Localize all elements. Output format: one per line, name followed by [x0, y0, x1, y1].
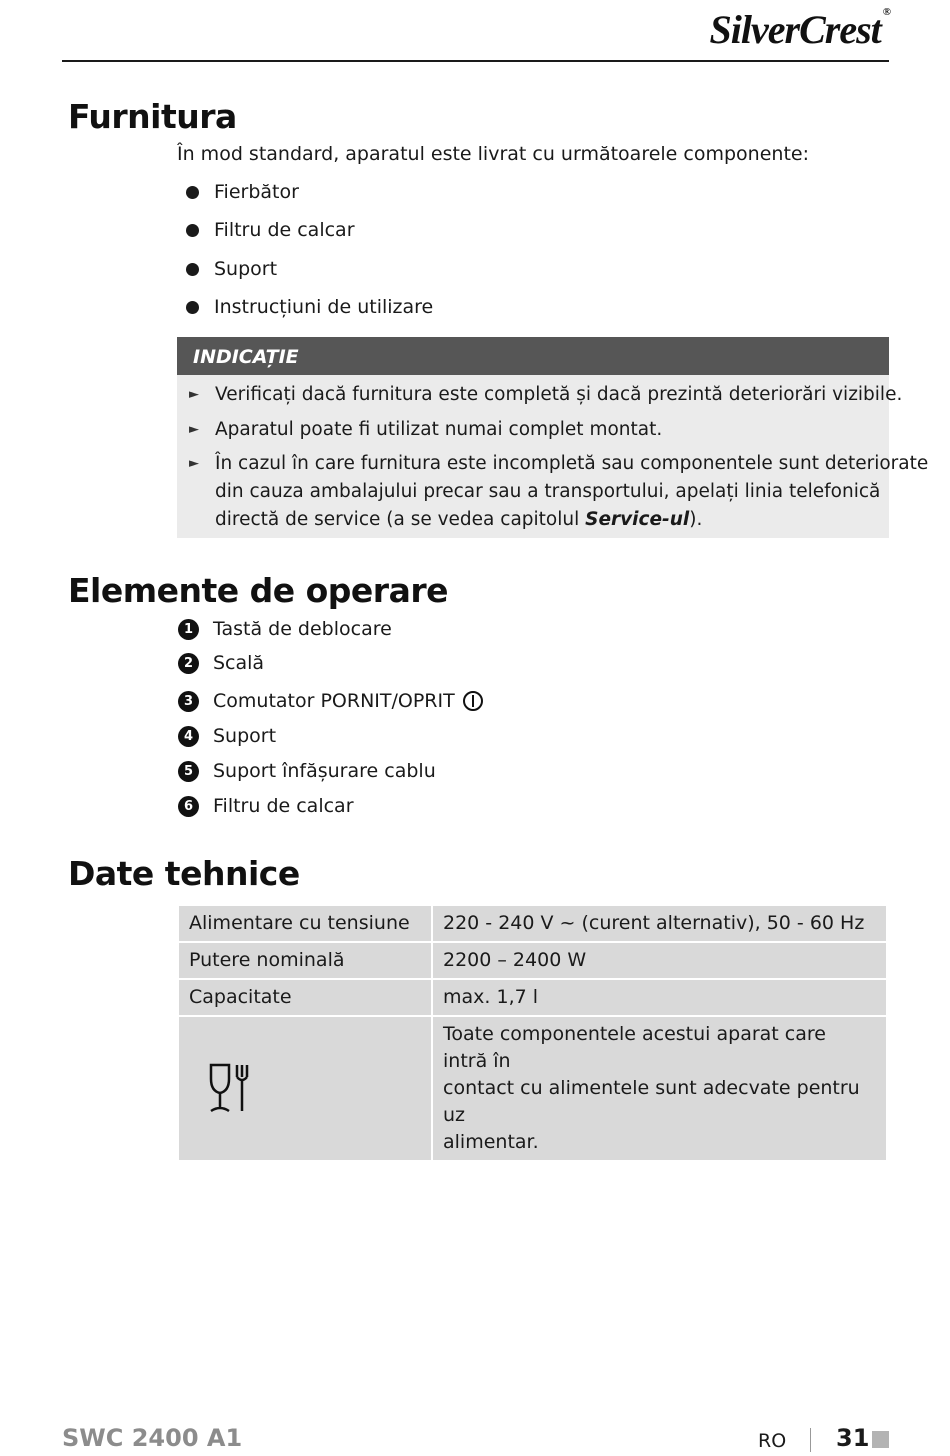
- food-safe-text: contact cu alimentele sunt adecvate pentru uz: [443, 1077, 860, 1126]
- bullet-icon: [186, 224, 199, 237]
- list-item-label: Fierbător: [214, 181, 299, 203]
- spec-label: Capacitate: [179, 980, 431, 1015]
- food-safe-icon: [201, 1061, 261, 1117]
- footer-language: RO: [758, 1430, 787, 1452]
- food-safe-text: alimentar.: [443, 1131, 539, 1153]
- food-safe-text: Toate componentele acestui aparat care intră în: [443, 1023, 826, 1072]
- bullet-icon: [186, 301, 199, 314]
- note-item: [189, 381, 902, 409]
- list-item-label: Filtru de calcar: [214, 219, 355, 241]
- operating-element-label: Scală: [213, 652, 265, 674]
- page-number: 31: [836, 1424, 870, 1452]
- bullet-icon: [186, 263, 199, 276]
- arrow-right-icon: ►: [189, 422, 199, 437]
- note-item: [189, 416, 662, 444]
- operating-element: [178, 690, 483, 712]
- spec-value: max. 1,7 l: [433, 980, 886, 1015]
- section-title-tehnice: Date tehnice: [68, 854, 300, 893]
- list-item-label: Suport: [214, 258, 278, 280]
- operating-element: [178, 652, 264, 674]
- spec-label: Alimentare cu tensiune: [179, 906, 431, 941]
- operating-element: [178, 795, 354, 817]
- note-line: În cazul în care furnitura este incompletă sau componentele sunt deteriorate: [215, 453, 929, 474]
- operating-element-label: Suport: [213, 725, 277, 747]
- power-icon: [463, 691, 483, 711]
- food-safe-cell: [179, 1017, 431, 1160]
- header-rule: [62, 60, 889, 62]
- number-badge: 5: [178, 761, 199, 782]
- list-item: [186, 296, 433, 318]
- arrow-right-icon: ►: [189, 387, 199, 402]
- table-row: [179, 906, 886, 941]
- page-marker-icon: [872, 1431, 889, 1448]
- arrow-right-icon: ►: [189, 456, 199, 471]
- spec-value: 220 - 240 V ~ (curent alternativ), 50 - 60 Hz: [433, 906, 886, 941]
- note-line-text: ).: [689, 509, 703, 530]
- operating-element: [178, 760, 436, 782]
- operating-element-label: Suport înfășurare cablu: [213, 760, 436, 782]
- footer-divider: [810, 1428, 811, 1452]
- spec-table: [177, 904, 888, 1162]
- operating-element-label: Filtru de calcar: [213, 795, 354, 817]
- number-badge: 6: [178, 796, 199, 817]
- note-heading: INDICAȚIE: [177, 337, 889, 375]
- operating-element: [178, 725, 276, 747]
- brand-logo: SilverCrest ®: [709, 6, 890, 52]
- list-item: [186, 258, 277, 280]
- list-item: [186, 181, 299, 203]
- service-reference: Service-ul: [585, 509, 690, 530]
- spec-value: 2200 – 2400 W: [433, 943, 886, 978]
- section-title-furnitura: Furnitura: [68, 97, 237, 136]
- note-line: din cauza ambalajului precar sau a transportului, apelați linia telefonică: [215, 481, 881, 502]
- note-line: [215, 506, 928, 534]
- spec-value: [433, 1017, 886, 1160]
- number-badge: 2: [178, 653, 199, 674]
- note-item-text: [215, 450, 928, 534]
- table-row: [179, 980, 886, 1015]
- footer-model: SWC 2400 A1: [62, 1424, 243, 1452]
- bullet-icon: [186, 186, 199, 199]
- number-badge: 1: [178, 619, 199, 640]
- table-row: [179, 943, 886, 978]
- list-item: [186, 219, 355, 241]
- number-badge: 4: [178, 726, 199, 747]
- registered-mark: ®: [882, 6, 890, 18]
- section-title-operare: Elemente de operare: [68, 571, 449, 610]
- list-item-label: Instrucțiuni de utilizare: [214, 296, 434, 318]
- note-item-text: Aparatul poate fi utilizat numai complet montat.: [215, 419, 663, 440]
- operating-element-label: Comutator PORNIT/OPRIT: [213, 690, 455, 712]
- table-row: [179, 1017, 886, 1160]
- note-item: [189, 450, 928, 534]
- number-badge: 3: [178, 691, 199, 712]
- note-line-text: directă de service (a se vedea capitolul: [215, 509, 586, 530]
- note-box: [177, 337, 929, 538]
- note-item-text: Verificați dacă furnitura este completă și dacă prezintă deteriorări vizibile.: [215, 384, 903, 405]
- furnitura-intro: În mod standard, aparatul este livrat cu următoarele componente:: [177, 143, 809, 165]
- spec-label: Putere nominală: [179, 943, 431, 978]
- operating-element: [178, 618, 392, 640]
- operating-element-label: Tastă de deblocare: [213, 618, 392, 640]
